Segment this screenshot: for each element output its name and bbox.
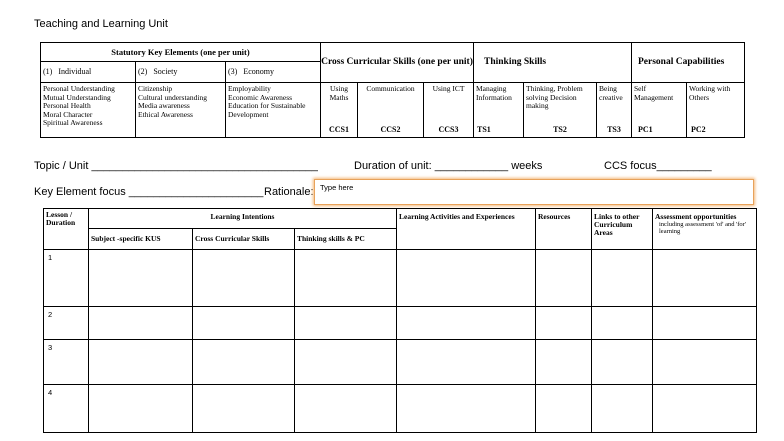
- table-row: [44, 307, 757, 340]
- table-cell[interactable]: [397, 385, 536, 433]
- ccs-focus-label: CCS focus: [604, 160, 657, 172]
- table-cell[interactable]: [592, 250, 653, 307]
- duration-line: [354, 160, 542, 172]
- topic-input[interactable]: _____________________________________: [91, 160, 318, 172]
- sub-society: (2) Society: [136, 62, 226, 83]
- pc-header: Personal Capabilities: [632, 43, 745, 83]
- skill-using-maths: Using Maths CCS1: [321, 83, 358, 138]
- key-element-label: Key Element focus: [34, 186, 126, 198]
- skill-using-ict: Using ICT CCS3: [424, 83, 474, 138]
- page-title: Teaching and Learning Unit: [34, 18, 168, 30]
- skill-being-creative: Being creative TS3: [597, 83, 632, 138]
- topic-line: [34, 160, 318, 172]
- table-cell[interactable]: [653, 250, 757, 307]
- table-cell[interactable]: [193, 307, 295, 340]
- table-cell[interactable]: [592, 340, 653, 385]
- table-cell[interactable]: [592, 307, 653, 340]
- resources-header: Resources: [536, 209, 592, 250]
- table-cell[interactable]: [653, 340, 757, 385]
- table-row: [44, 250, 757, 307]
- individual-items: Personal Understanding Mutual Understanding Personal Health Moral Character Spiritual Awareness: [41, 83, 136, 138]
- table-cell[interactable]: [295, 340, 397, 385]
- table-cell[interactable]: [89, 307, 193, 340]
- statutory-header: Statutory Key Elements (one per unit): [41, 43, 321, 62]
- key-element-input[interactable]: ______________________: [128, 186, 264, 198]
- society-items: Citizenship Cultural understanding Media awareness Ethical Awareness: [136, 83, 226, 138]
- activities-header: Learning Activities and Experiences: [397, 209, 536, 250]
- table-cell[interactable]: [397, 340, 536, 385]
- table-cell[interactable]: [536, 340, 592, 385]
- economy-items: Employability Economic Awareness Education for Sustainable Development: [226, 83, 321, 138]
- table-cell[interactable]: [89, 250, 193, 307]
- row-number: 1: [44, 250, 89, 307]
- key-element-line: [34, 186, 263, 198]
- lesson-plan-table: [43, 208, 757, 433]
- sub-economy: (3) Economy: [226, 62, 321, 83]
- table-row: [44, 340, 757, 385]
- lesson-duration-header: Lesson / Duration: [44, 209, 89, 250]
- row-number: 2: [44, 307, 89, 340]
- key-elements-table: [40, 42, 745, 138]
- rationale-textbox[interactable]: [314, 179, 754, 205]
- ts-header: Thinking Skills: [474, 43, 632, 83]
- table-cell[interactable]: [653, 307, 757, 340]
- table-cell[interactable]: [295, 307, 397, 340]
- ccs-focus-input[interactable]: _________: [656, 160, 712, 172]
- table-cell[interactable]: [295, 250, 397, 307]
- table-cell[interactable]: [89, 340, 193, 385]
- table-row: [44, 385, 757, 433]
- skill-thinking-problem-solving: Thinking, Problem solving Decision making TS2: [524, 83, 597, 138]
- links-header: Links to other Curriculum Areas: [592, 209, 653, 250]
- skill-self-management: Self Management PC1: [632, 83, 687, 138]
- duration-unit: weeks: [511, 160, 543, 172]
- table-cell[interactable]: [193, 340, 295, 385]
- row-number: 3: [44, 340, 89, 385]
- table-cell[interactable]: [295, 385, 397, 433]
- duration-input[interactable]: ____________: [434, 160, 509, 172]
- tspc-header: Thinking skills & PC: [295, 229, 397, 250]
- skill-managing-information: Managing Information TS1: [474, 83, 524, 138]
- ccs-subheader: Cross Curricular Skills: [193, 229, 295, 250]
- ccs-header: Cross Curricular Skills (one per unit): [321, 43, 474, 83]
- rationale-label: Rationale:: [264, 186, 314, 198]
- table-cell[interactable]: [536, 250, 592, 307]
- skill-communication: Communication CCS2: [358, 83, 424, 138]
- table-cell[interactable]: [397, 250, 536, 307]
- table-cell[interactable]: [397, 307, 536, 340]
- learning-intentions-header: Learning Intentions: [89, 209, 397, 229]
- skill-working-with-others: Working with Others PC2: [687, 83, 745, 138]
- ccs-focus-line: [604, 160, 712, 172]
- table-cell[interactable]: [592, 385, 653, 433]
- rationale-placeholder: Type here: [320, 183, 354, 192]
- table-cell[interactable]: [193, 250, 295, 307]
- table-cell[interactable]: [89, 385, 193, 433]
- kus-header: Subject -specific KUS: [89, 229, 193, 250]
- duration-label: Duration of unit:: [354, 160, 432, 172]
- table-cell[interactable]: [536, 307, 592, 340]
- table-cell[interactable]: [536, 385, 592, 433]
- table-cell[interactable]: [653, 385, 757, 433]
- assessment-header: Assessment opportunities including assessment 'of' and 'for' learning: [653, 209, 757, 250]
- table-cell[interactable]: [193, 385, 295, 433]
- row-number: 4: [44, 385, 89, 433]
- sub-individual: (1) Individual: [41, 62, 136, 83]
- topic-label: Topic / Unit: [34, 160, 89, 172]
